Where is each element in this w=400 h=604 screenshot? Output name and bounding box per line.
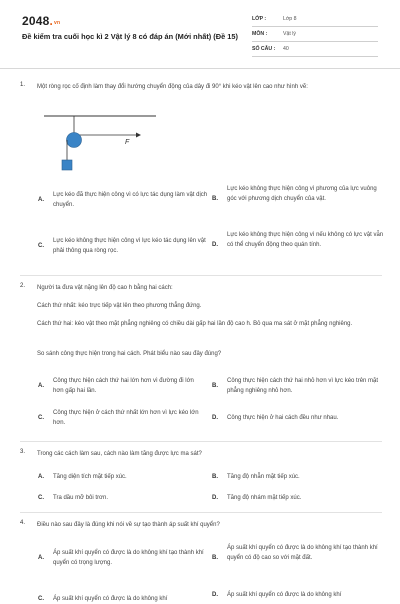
option-letter: B. [212, 474, 218, 480]
question-divider [20, 512, 382, 513]
option-text: Áp suất khí quyển có được là do không khí [53, 596, 168, 602]
option-text: Tăng độ nhám mặt tiếp xúc. [227, 495, 302, 501]
question-divider [20, 275, 382, 276]
question-divider [20, 441, 382, 442]
option-text: Tra dầu mỡ bôi trơn. [53, 495, 108, 501]
question-stem: Trong các cách làm sau, cách nào làm tăng được lực ma sát? [37, 451, 202, 457]
option-text: Lực kéo không thực hiện công vì nếu không có lực vật vẫn có thể chuyển động theo quán tính. [227, 232, 384, 248]
option-text: Tăng diện tích mặt tiếp xúc. [53, 474, 127, 480]
question-stem: Một ròng rọc cố định làm thay đổi hướng chuyển động của dây đi 90° khi kéo vật lên cao như hình vẽ: [37, 84, 308, 90]
meta-row-count [252, 43, 378, 57]
option-text: Lực kéo không thực hiện công vì lực kéo tác dụng lên vật phải thông qua ròng rọc. [53, 238, 206, 254]
option-letter: B. [212, 383, 218, 389]
pulley-wheel [67, 133, 82, 148]
question-paragraph: Cách thứ hai: kéo vật theo mặt phẳng nghiêng có chiều dài gấp hai lần độ cao h. Bỏ qua ma sát ở mặt phẳng nghiêng. [37, 321, 353, 327]
option-letter: D. [212, 592, 218, 598]
option-text: Lực kéo không thực hiện công vì phương của lực vuông góc với phương dịch chuyển của vật. [227, 186, 377, 202]
option-text: Công thực hiện ở cách thứ nhất lớn hơn vì lực kéo lớn hơn. [53, 410, 199, 426]
site-logo[interactable] [22, 14, 60, 28]
pulley-figure [40, 113, 160, 175]
option-letter: C. [38, 415, 44, 421]
option-text: Áp suất khí quyển có được là do không khí tạo thành khí quyển có trọng lượng. [53, 550, 204, 566]
option-letter: C. [38, 495, 44, 501]
meta-row-class [252, 13, 378, 27]
force-label: F [125, 139, 130, 146]
question-number: 4. [20, 520, 26, 526]
option-letter: C. [38, 596, 44, 602]
question-stem: Điều nào sau đây là đúng khi nói về sự tạo thành áp suất khí quyển? [37, 522, 220, 528]
option-letter: B. [212, 196, 218, 202]
force-arrow-head [136, 133, 141, 138]
option-letter: B. [212, 555, 218, 561]
meta-key: LỚP : [252, 16, 267, 22]
page-title: Đề kiểm tra cuối học kì 2 Vật lý 8 có đáp án (Mới nhất) (Đề 15) [22, 32, 238, 41]
option-letter: D. [212, 242, 218, 248]
option-text: Lực kéo đã thực hiện công vì có lực tác dụng làm vật dịch chuyển. [53, 192, 208, 208]
question-number: 3. [20, 449, 26, 455]
option-text: Tăng độ nhẵn mặt tiếp xúc. [227, 474, 300, 480]
logo-suffix: vn [54, 20, 61, 26]
question-number: 1. [20, 82, 26, 88]
option-letter: A. [38, 197, 44, 203]
logo-main: 2048 [22, 14, 50, 28]
meta-value: Lớp 8 [283, 16, 297, 22]
option-letter: D. [212, 415, 218, 421]
meta-value: Vật lý [283, 31, 296, 37]
option-letter: A. [38, 474, 44, 480]
logo-dot: . [49, 14, 54, 28]
question-paragraph: So sánh công thực hiện trong hai cách. Phát biểu nào sau đây đúng? [37, 351, 222, 357]
option-letter: A. [38, 383, 44, 389]
option-letter: A. [38, 555, 44, 561]
question-number: 2. [20, 283, 26, 289]
option-letter: C. [38, 243, 44, 249]
option-text: Công thực hiện ở hai cách đều như nhau. [227, 415, 339, 421]
meta-row-subject [252, 28, 378, 42]
option-text: Công thực hiện cách thứ hai nhỏ hơn vì lực kéo trên mặt phẳng nghiêng nhỏ hơn. [227, 378, 379, 394]
option-text: Áp suất khí quyển có được là do không khí [227, 592, 342, 598]
option-text: Công thực hiện cách thứ hai lớn hơn vì đường đi lớn hơn gấp hai lần. [53, 378, 194, 394]
load-block [62, 160, 72, 170]
option-letter: D. [212, 495, 218, 501]
question-paragraph: Cách thứ nhất: kéo trực tiếp vật lên theo phương thẳng đứng. [37, 303, 202, 309]
meta-key: SỐ CÂU : [252, 46, 276, 52]
question-stem: Người ta đưa vật nặng lên độ cao h bằng hai cách: [37, 285, 173, 291]
page-header [0, 0, 400, 69]
option-text: Áp suất khí quyển có được là do không khí tạo thành khí quyển có độ cao so với mặt đất. [227, 545, 378, 561]
meta-key: MÔN : [252, 31, 268, 37]
meta-value: 40 [283, 46, 289, 52]
